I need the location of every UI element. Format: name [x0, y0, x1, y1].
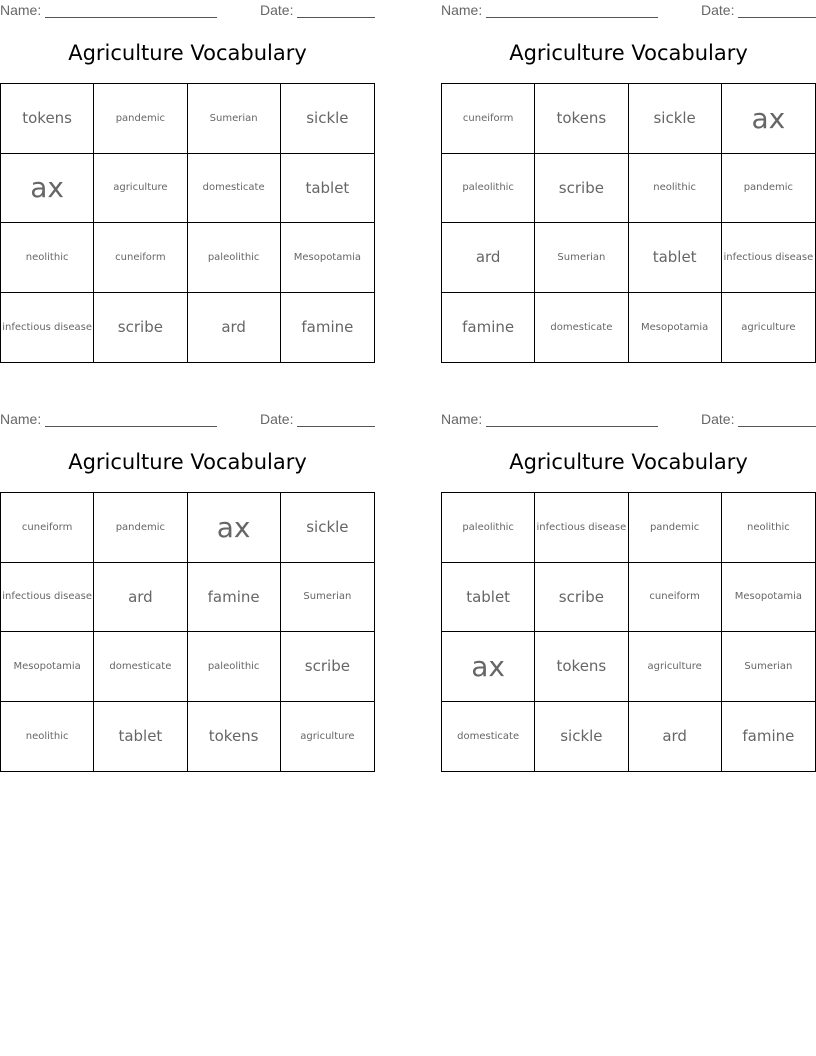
date-blank-line[interactable]	[297, 414, 375, 427]
bingo-cell[interactable]: neolithic	[629, 154, 722, 224]
bingo-cell[interactable]: neolithic	[1, 223, 94, 293]
card-header	[441, 411, 816, 429]
bingo-cell[interactable]: infectious disease	[1, 563, 94, 633]
bingo-cell[interactable]: famine	[442, 293, 535, 363]
bingo-cell[interactable]: tablet	[94, 702, 187, 772]
bingo-cell[interactable]: scribe	[535, 563, 628, 633]
bingo-cell[interactable]: ard	[94, 563, 187, 633]
bingo-cell[interactable]: cuneiform	[94, 223, 187, 293]
bingo-cell[interactable]: cuneiform	[1, 493, 94, 563]
bingo-cell[interactable]: tokens	[535, 632, 628, 702]
bingo-cell[interactable]: tokens	[1, 84, 94, 154]
bingo-cell[interactable]: domesticate	[188, 154, 281, 224]
bingo-cell[interactable]: tablet	[442, 563, 535, 633]
bingo-cell[interactable]: famine	[188, 563, 281, 633]
bingo-cell[interactable]: ard	[188, 293, 281, 363]
bingo-cell[interactable]: scribe	[535, 154, 628, 224]
card-title: Agriculture Vocabulary	[509, 450, 748, 474]
bingo-cell[interactable]: cuneiform	[629, 563, 722, 633]
bingo-cell[interactable]: ard	[629, 702, 722, 772]
bingo-cell[interactable]: domesticate	[442, 702, 535, 772]
bingo-cell[interactable]: paleolithic	[188, 223, 281, 293]
name-label: Name:	[0, 2, 42, 18]
bingo-cell[interactable]: agriculture	[300, 730, 355, 742]
bingo-cell[interactable]: ax	[188, 493, 281, 563]
date-field[interactable]	[701, 2, 816, 18]
date-label: Date:	[260, 411, 294, 427]
name-blank-line[interactable]	[45, 5, 217, 18]
bingo-card	[0, 0, 375, 364]
bingo-cell[interactable]: pandemic	[94, 84, 187, 154]
bingo-cell[interactable]: pandemic	[94, 493, 187, 563]
card-header	[0, 2, 375, 20]
bingo-cell[interactable]: Sumerian	[535, 223, 628, 293]
date-blank-line[interactable]	[297, 5, 375, 18]
bingo-cell[interactable]: ard	[442, 223, 535, 293]
bingo-cell[interactable]: paleolithic	[188, 632, 281, 702]
name-field[interactable]	[441, 2, 658, 18]
bingo-card	[441, 409, 816, 773]
bingo-cell[interactable]: tokens	[188, 702, 281, 772]
card-header	[0, 411, 375, 429]
bingo-cell[interactable]: sickle	[281, 84, 374, 154]
bingo-cell[interactable]: sickle	[535, 702, 628, 772]
bingo-cell[interactable]: sickle	[629, 84, 722, 154]
bingo-cell[interactable]: famine	[742, 727, 795, 746]
bingo-cell[interactable]: agriculture	[629, 632, 722, 702]
bingo-card	[0, 409, 375, 773]
bingo-grid	[0, 83, 375, 363]
bingo-grid	[441, 83, 816, 363]
date-label: Date:	[701, 411, 735, 427]
bingo-cell[interactable]: tokens	[535, 84, 628, 154]
bingo-cell[interactable]: Mesopotamia	[281, 223, 374, 293]
name-label: Name:	[441, 2, 483, 18]
name-field[interactable]	[441, 411, 658, 427]
bingo-cell[interactable]: infectious disease	[1, 293, 94, 363]
bingo-grid	[0, 492, 375, 772]
bingo-cell[interactable]: tablet	[629, 223, 722, 293]
name-blank-line[interactable]	[45, 414, 217, 427]
bingo-cell[interactable]: Sumerian	[188, 84, 281, 154]
date-blank-line[interactable]	[738, 414, 816, 427]
bingo-cell[interactable]: tablet	[281, 154, 374, 224]
bingo-cell[interactable]: famine	[301, 318, 354, 337]
name-field[interactable]	[0, 411, 217, 427]
date-blank-line[interactable]	[738, 5, 816, 18]
name-blank-line[interactable]	[486, 5, 658, 18]
card-title: Agriculture Vocabulary	[68, 450, 307, 474]
bingo-cell[interactable]: Mesopotamia	[1, 632, 94, 702]
bingo-cell[interactable]: infectious disease	[722, 223, 815, 293]
bingo-cell[interactable]: scribe	[281, 632, 374, 702]
date-field[interactable]	[701, 411, 816, 427]
bingo-cell[interactable]: paleolithic	[442, 493, 535, 563]
name-label: Name:	[0, 411, 42, 427]
bingo-cell[interactable]: neolithic	[722, 493, 815, 563]
bingo-cell[interactable]: scribe	[94, 293, 187, 363]
bingo-cell[interactable]: domesticate	[535, 293, 628, 363]
name-field[interactable]	[0, 2, 217, 18]
bingo-cell[interactable]: agriculture	[741, 321, 796, 333]
bingo-cell[interactable]: cuneiform	[442, 84, 535, 154]
bingo-cell[interactable]: pandemic	[629, 493, 722, 563]
card-title: Agriculture Vocabulary	[68, 41, 307, 65]
bingo-cell[interactable]: ax	[1, 154, 94, 224]
bingo-cell[interactable]: neolithic	[1, 702, 94, 772]
bingo-cell[interactable]: infectious disease	[535, 493, 628, 563]
bingo-card	[441, 0, 816, 364]
card-header	[441, 2, 816, 20]
bingo-cell[interactable]: ax	[442, 632, 535, 702]
bingo-cell[interactable]: domesticate	[94, 632, 187, 702]
bingo-cell[interactable]: Sumerian	[281, 563, 374, 633]
date-label: Date:	[260, 2, 294, 18]
name-blank-line[interactable]	[486, 414, 658, 427]
bingo-cell[interactable]: Mesopotamia	[629, 293, 722, 363]
bingo-cell[interactable]: ax	[722, 84, 815, 154]
card-title: Agriculture Vocabulary	[509, 41, 748, 65]
date-field[interactable]	[260, 2, 375, 18]
name-label: Name:	[441, 411, 483, 427]
bingo-cell[interactable]: paleolithic	[442, 154, 535, 224]
bingo-grid	[441, 492, 816, 772]
bingo-cell[interactable]: pandemic	[722, 154, 815, 224]
bingo-cell[interactable]: sickle	[281, 493, 374, 563]
date-label: Date:	[701, 2, 735, 18]
bingo-cell[interactable]: Mesopotamia	[722, 563, 815, 633]
bingo-cell[interactable]: agriculture	[94, 154, 187, 224]
bingo-cell[interactable]: Sumerian	[722, 632, 815, 702]
date-field[interactable]	[260, 411, 375, 427]
